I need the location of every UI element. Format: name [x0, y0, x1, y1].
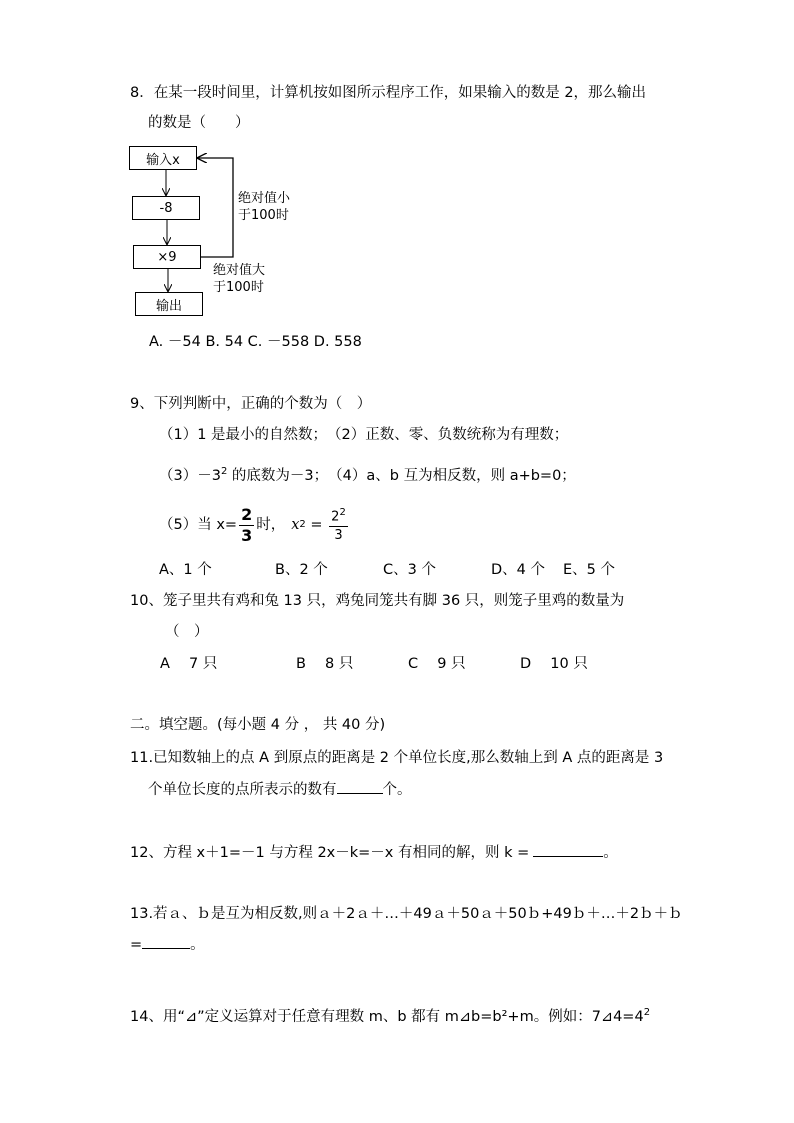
q14-text-a: 14、用“⊿”定义运算对于任意有理数 m、b 都有 m⊿b=b²+m。例如：7⊿4=4	[130, 1008, 644, 1025]
flow-loop-label-1: 绝对值小	[238, 191, 291, 206]
flow-times-box: ×9	[133, 245, 201, 269]
flow-loop-label-2: 于100时	[238, 208, 289, 223]
q9-statement-5	[159, 502, 350, 548]
q9-s5-equals: =	[305, 517, 328, 533]
q13-line2-part-b: 。	[190, 937, 205, 953]
q10-option-c: C 9 只	[408, 656, 466, 672]
flow-exit-label-2: 于100时	[213, 280, 264, 295]
q9-option-e: E、5 个	[563, 562, 615, 578]
flow-input-box: 输入x	[129, 146, 197, 170]
q9-s5-fraction	[239, 504, 254, 545]
flow-output-box: 输出	[135, 292, 203, 316]
q9-s5-rhs-num: $2^2$	[331, 507, 346, 525]
q8-options: A. －54 B. 54 C. －558 D. 558	[149, 334, 362, 350]
flow-arrows	[0, 0, 794, 340]
q9-option-d: D、4 个	[491, 562, 545, 578]
q11-line2-part-b: 个。	[382, 782, 412, 798]
q11-line2	[148, 779, 412, 800]
q11-line2-part-a: 个单位长度的点所表示的数有	[148, 782, 337, 798]
q13-line1: 13.若ａ、ｂ是互为相反数,则ａ＋2ａ＋…＋49ａ＋50ａ＋50ｂ+49ｂ＋…＋2ｂ＋ｂ	[130, 906, 683, 922]
q9-option-a: A、1 个	[159, 562, 212, 578]
flow-minus-box: -8	[132, 196, 200, 220]
q9-s5-rhs-fraction	[329, 508, 348, 541]
q9-s5-fraction-den: 3	[241, 525, 253, 545]
q13-line2-part-a: =	[130, 937, 143, 953]
section-2-title: 二。填空题。(每小题 4 分 ， 共 40 分)	[130, 717, 386, 733]
q9-option-c: C、3 个	[383, 562, 436, 578]
q11-line1: 11.已知数轴上的点 A 到原点的距离是 2 个单位长度,那么数轴上到 A 点的距离是 3	[130, 750, 664, 766]
q9-s3-exponent: 2	[220, 466, 228, 477]
q10-option-a: A 7 只	[160, 656, 218, 672]
q9-s3-part-a: （3）－3	[159, 467, 221, 484]
q9-option-b: B、2 个	[275, 562, 328, 578]
q9-s3-part-b: 的底数为－3； （4）a、b 互为相反数，则 a+b=0；	[227, 467, 576, 484]
q12-line	[130, 842, 618, 863]
q12-text-b: 。	[603, 845, 618, 861]
q9-title: 9、下列判断中，正确的个数为（ ）	[130, 396, 372, 412]
q9-statement-1-2: （1）1 是最小的自然数； （2）正数、零、负数统称为有理数；	[159, 427, 569, 443]
q8-line2: 的数是（ ）	[148, 115, 250, 131]
q9-s5-part-a: （5）当 x=	[159, 517, 238, 533]
q14-exponent: 2	[643, 1007, 651, 1018]
q12-text-a: 12、方程 x＋1=－1 与方程 2x－k=－x 有相同的解，则 k =	[130, 845, 530, 861]
q9-s5-part-b: 时，	[256, 517, 286, 533]
arrow-loop-back	[198, 158, 233, 257]
flow-exit-label-1: 绝对值大	[213, 263, 266, 278]
q11-answer-blank[interactable]	[337, 779, 383, 794]
q9-statement-3-4	[159, 462, 576, 486]
q10-line2: （ ）	[165, 624, 209, 640]
q9-s5-fraction-num: 2	[241, 504, 253, 524]
q14-line	[130, 1003, 650, 1027]
q8-line1: 8．在某一段时间里，计算机按如图所示程序工作，如果输入的数是 2，那么输出	[130, 85, 647, 101]
q13-line2	[130, 934, 205, 955]
q12-answer-blank[interactable]	[533, 842, 603, 857]
q10-option-b: B 8 只	[296, 656, 354, 672]
q13-answer-blank[interactable]	[142, 934, 190, 949]
q9-s5-variable: x	[291, 517, 300, 533]
q10-option-d: D 10 只	[520, 656, 588, 672]
q9-s5-rhs-den: 3	[334, 527, 343, 543]
q10-line1: 10、笼子里共有鸡和兔 13 只，鸡兔同笼共有脚 36 只，则笼子里鸡的数量为	[130, 593, 625, 609]
q9-s5-exponent: 2	[299, 519, 306, 530]
